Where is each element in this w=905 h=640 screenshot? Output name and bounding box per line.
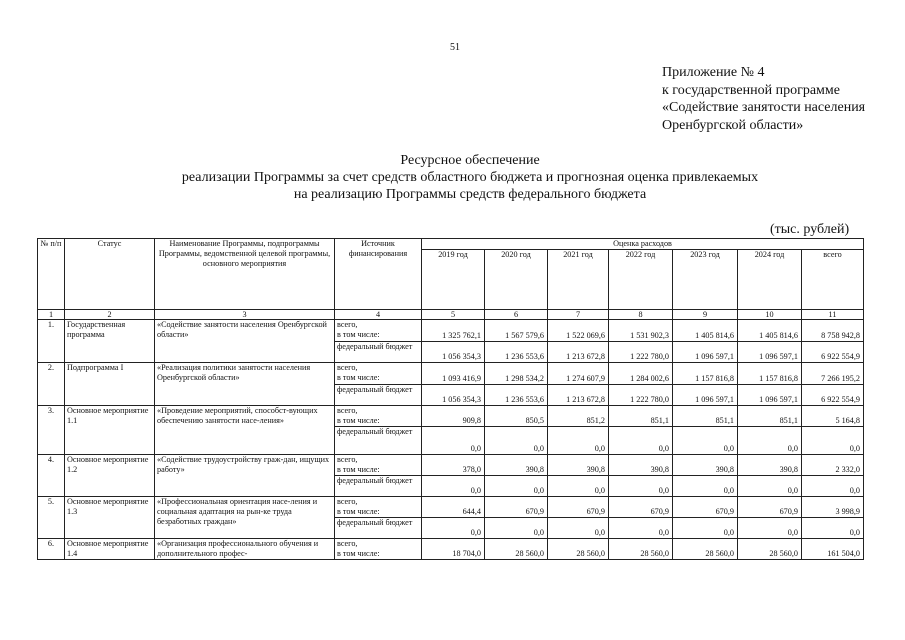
value-total: 909,8 xyxy=(422,406,485,427)
value-total: 670,9 xyxy=(738,497,802,518)
value-federal: 0,0 xyxy=(738,427,802,455)
value-total: 28 560,0 xyxy=(609,539,673,560)
source-including-label: в том числе: xyxy=(337,330,380,339)
row-source-federal: федеральный бюджет xyxy=(335,427,422,455)
row-name: «Проведение мероприятий, способст-вующих обеспечению занятости насе-ления» xyxy=(155,406,335,455)
row-name: «Содействие занятости населения Оренбургской области» xyxy=(155,320,335,363)
row-name: «Реализация политики занятости населения Оренбургской области» xyxy=(155,363,335,406)
value-total: 1 531 902,3 xyxy=(609,320,673,342)
heading-line: Ресурсное обеспечение xyxy=(400,153,540,168)
row-number: 2. xyxy=(38,363,65,406)
value-federal: 1 213 672,8 xyxy=(548,385,609,406)
value-federal: 1 096 597,1 xyxy=(738,342,802,363)
value-federal: 6 922 554,9 xyxy=(802,385,864,406)
source-total-label: всего, xyxy=(337,320,358,329)
value-federal: 1 236 553,6 xyxy=(485,385,548,406)
column-index: 11 xyxy=(802,310,864,320)
value-total: 3 998,9 xyxy=(802,497,864,518)
heading-line: на реализацию Программы средств федерального бюджета xyxy=(293,187,647,202)
row-source-total xyxy=(335,406,422,427)
appendix-line: Приложение № 4 xyxy=(662,65,765,80)
header-total: всего xyxy=(802,250,864,310)
header-status: Статус xyxy=(65,239,155,310)
appendix-line: к государственной программе xyxy=(662,82,840,98)
row-source-federal: федеральный бюджет xyxy=(335,385,422,406)
header-year: 2020 год xyxy=(485,250,548,310)
row-source-total xyxy=(335,455,422,476)
value-federal: 1 222 780,0 xyxy=(609,385,673,406)
value-total: 1 567 579,6 xyxy=(485,320,548,342)
row-status: Основное мероприятие 1.3 xyxy=(65,497,155,539)
value-total: 5 164,8 xyxy=(802,406,864,427)
value-total: 1 157 816,8 xyxy=(673,363,738,385)
value-total: 851,2 xyxy=(548,406,609,427)
table-row xyxy=(38,455,864,476)
row-number: 4. xyxy=(38,455,65,497)
value-federal: 0,0 xyxy=(738,518,802,539)
header-name: Наименование Программы, подпрограммы Программы, ведомственной целевой программы, основного мероприятия xyxy=(155,239,335,310)
value-federal: 0,0 xyxy=(673,518,738,539)
row-source-total xyxy=(335,539,422,560)
row-status: Основное мероприятие 1.2 xyxy=(65,455,155,497)
page-number: 51 xyxy=(450,42,460,53)
value-total: 1 274 607,9 xyxy=(548,363,609,385)
column-index: 4 xyxy=(335,310,422,320)
value-federal: 1 056 354,3 xyxy=(422,385,485,406)
value-federal: 0,0 xyxy=(548,476,609,497)
table-row xyxy=(38,406,864,427)
source-including-label: в том числе: xyxy=(337,373,380,382)
value-federal: 0,0 xyxy=(422,427,485,455)
value-federal: 0,0 xyxy=(422,476,485,497)
value-total: 851,1 xyxy=(673,406,738,427)
column-index: 9 xyxy=(673,310,738,320)
value-total: 390,8 xyxy=(548,455,609,476)
table-header-row xyxy=(38,239,864,250)
table-row xyxy=(38,363,864,385)
value-total: 390,8 xyxy=(609,455,673,476)
appendix-line: «Содействие занятости населения xyxy=(662,100,866,115)
value-federal: 0,0 xyxy=(673,476,738,497)
appendix-block xyxy=(662,64,865,134)
value-total: 390,8 xyxy=(673,455,738,476)
value-federal: 0,0 xyxy=(673,427,738,455)
budget-table xyxy=(37,238,864,560)
value-total: 1 093 416,9 xyxy=(422,363,485,385)
row-name: «Профессиональная ориентация насе-ления и социальная адаптация на рын-ке труда безработных граждан» xyxy=(155,497,335,539)
column-index: 2 xyxy=(65,310,155,320)
value-federal: 1 213 672,8 xyxy=(548,342,609,363)
value-total: 1 157 816,8 xyxy=(738,363,802,385)
header-source: Источник финансирования xyxy=(335,239,422,310)
value-total: 28 560,0 xyxy=(485,539,548,560)
value-federal: 0,0 xyxy=(485,518,548,539)
value-total: 390,8 xyxy=(738,455,802,476)
value-total: 28 560,0 xyxy=(673,539,738,560)
value-total: 670,9 xyxy=(548,497,609,518)
column-index: 5 xyxy=(422,310,485,320)
value-federal: 1 096 597,1 xyxy=(673,385,738,406)
value-federal: 0,0 xyxy=(802,427,864,455)
value-federal: 0,0 xyxy=(609,518,673,539)
column-index: 3 xyxy=(155,310,335,320)
value-federal: 0,0 xyxy=(802,518,864,539)
row-source-total xyxy=(335,320,422,342)
source-including-label: в том числе: xyxy=(337,416,380,425)
value-total: 1 522 069,6 xyxy=(548,320,609,342)
value-federal: 0,0 xyxy=(548,518,609,539)
value-federal: 0,0 xyxy=(485,476,548,497)
column-index: 7 xyxy=(548,310,609,320)
row-number: 3. xyxy=(38,406,65,455)
header-year: 2022 год xyxy=(609,250,673,310)
table-row xyxy=(38,497,864,518)
appendix-line: Оренбургской области» xyxy=(662,117,804,133)
value-federal: 0,0 xyxy=(548,427,609,455)
column-index: 10 xyxy=(738,310,802,320)
column-index: 6 xyxy=(485,310,548,320)
column-index: 1 xyxy=(38,310,65,320)
source-total-label: всего, xyxy=(337,455,358,464)
header-year: 2023 год xyxy=(673,250,738,310)
header-year: 2021 год xyxy=(548,250,609,310)
row-number: 1. xyxy=(38,320,65,363)
units-label: (тыс. рублей) xyxy=(770,222,850,237)
value-federal: 1 096 597,1 xyxy=(673,342,738,363)
value-federal: 6 922 554,9 xyxy=(802,342,864,363)
column-index-row xyxy=(38,310,864,320)
table-row xyxy=(38,320,864,342)
source-total-label: всего, xyxy=(337,497,358,506)
value-total: 8 758 942,8 xyxy=(802,320,864,342)
value-total: 18 704,0 xyxy=(422,539,485,560)
row-name: «Организация профессионального обучения и дополнительного профес- xyxy=(155,539,335,560)
header-year: 2019 год xyxy=(422,250,485,310)
row-name: «Содействие трудоустройству граж-дан, ищущих работу» xyxy=(155,455,335,497)
source-total-label: всего, xyxy=(337,363,358,372)
value-federal: 0,0 xyxy=(609,427,673,455)
value-total: 1 405 814,6 xyxy=(738,320,802,342)
value-total: 28 560,0 xyxy=(738,539,802,560)
value-total: 390,8 xyxy=(485,455,548,476)
value-total: 1 298 534,2 xyxy=(485,363,548,385)
value-total: 670,9 xyxy=(609,497,673,518)
value-federal: 0,0 xyxy=(738,476,802,497)
document-heading xyxy=(100,152,840,203)
row-source-federal: федеральный бюджет xyxy=(335,342,422,363)
value-total: 670,9 xyxy=(673,497,738,518)
value-federal: 1 096 597,1 xyxy=(738,385,802,406)
value-total: 7 266 195,2 xyxy=(802,363,864,385)
heading-line: реализации Программы за счет средств областного бюджета и прогнозная оценка привлекаемых xyxy=(181,170,759,185)
value-total: 1 405 814,6 xyxy=(673,320,738,342)
table-row xyxy=(38,539,864,560)
row-source-total xyxy=(335,363,422,385)
source-total-label: всего, xyxy=(337,539,358,548)
value-total: 378,0 xyxy=(422,455,485,476)
value-federal: 1 236 553,6 xyxy=(485,342,548,363)
value-federal: 0,0 xyxy=(609,476,673,497)
row-status: Основное мероприятие 1.4 xyxy=(65,539,155,560)
value-federal: 1 222 780,0 xyxy=(609,342,673,363)
value-federal: 1 056 354,3 xyxy=(422,342,485,363)
value-total: 28 560,0 xyxy=(548,539,609,560)
column-index: 8 xyxy=(609,310,673,320)
header-estimate: Оценка расходов xyxy=(422,239,864,250)
source-including-label: в том числе: xyxy=(337,507,380,516)
value-total: 1 284 002,6 xyxy=(609,363,673,385)
value-total: 2 332,0 xyxy=(802,455,864,476)
row-status: Подпрограмма I xyxy=(65,363,155,406)
header-num: № п/п xyxy=(38,239,65,310)
row-status: Государственная программа xyxy=(65,320,155,363)
value-total: 850,5 xyxy=(485,406,548,427)
value-federal: 0,0 xyxy=(802,476,864,497)
row-source-federal: федеральный бюджет xyxy=(335,476,422,497)
row-number: 5. xyxy=(38,497,65,539)
source-including-label: в том числе: xyxy=(337,549,380,558)
row-source-total xyxy=(335,497,422,518)
row-status: Основное мероприятие 1.1 xyxy=(65,406,155,455)
source-including-label: в том числе: xyxy=(337,465,380,474)
source-total-label: всего, xyxy=(337,406,358,415)
row-source-federal: федеральный бюджет xyxy=(335,518,422,539)
value-total: 1 325 762,1 xyxy=(422,320,485,342)
value-total: 851,1 xyxy=(738,406,802,427)
value-total: 161 504,0 xyxy=(802,539,864,560)
header-year: 2024 год xyxy=(738,250,802,310)
value-federal: 0,0 xyxy=(485,427,548,455)
value-total: 851,1 xyxy=(609,406,673,427)
value-federal: 0,0 xyxy=(422,518,485,539)
value-total: 670,9 xyxy=(485,497,548,518)
value-total: 644,4 xyxy=(422,497,485,518)
row-number: 6. xyxy=(38,539,65,560)
